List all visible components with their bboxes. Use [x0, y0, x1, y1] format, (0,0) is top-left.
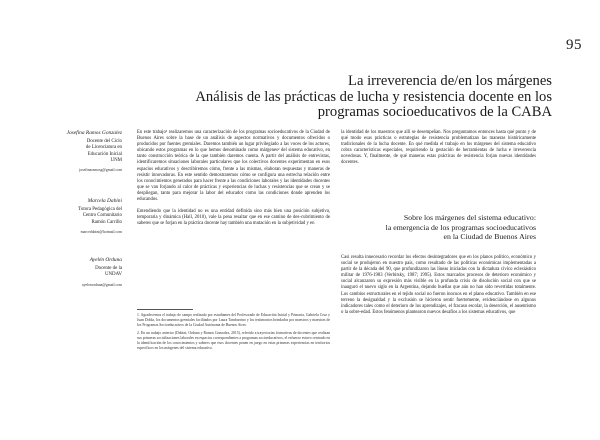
author-email[interactable]: josefinaramosg@gmail.com — [79, 168, 122, 173]
affiliation-line: UNDAV — [104, 272, 122, 278]
body-column-left — [137, 130, 330, 227]
affiliation-line: Tutora Pedagógica del — [78, 207, 122, 213]
affiliation-line: Educación Inicial — [87, 151, 122, 157]
affiliation-line: Centro Comunitario — [82, 213, 122, 219]
affiliation-line: de Licenciatura en — [85, 145, 122, 151]
heading-line: Sobre los márgenes del sistema educativo: — [403, 213, 536, 222]
author-affiliation — [0, 266, 122, 278]
author-block — [0, 257, 122, 288]
affiliation-line: Docente del Ciclo — [86, 139, 122, 145]
body-paragraph: Casi resulta innecesario recordar los efectos desintegradores que en los planos político, económico y social se produjeron en nuestro país, como resultado de las políticas económicas implementadas a partir de la década del 90, que profundizaron las líneas iniciadas con la dictadura cívico eclesiástico militar de 1976-1983 (Verbitsky, 1987; 1995). Estos marcados procesos de deterioro económico y social alcanzaron su expresión más visible en la profunda crisis de disolución social con que se inauguró el nuevo siglo en la Argentina, dejando huellas que aún no han sido revertidas totalmente. Los cambios estructurales en el tejido social no fueron inocuos en el plano educativo. También en ese terreno la desigualdad y la exclusión se hicieron sentir fuertemente, evidenciándose en algunos indicadores tales como el deterioro de los aprendizajes, el fracaso escolar, la deserción, el ausentismo o la sobre-edad. Estos fenómenos plantearon nuevos desafíos a los sistemas educativos, que — [341, 255, 536, 315]
title-line: La irreverencia de/en los márgenes — [348, 73, 552, 89]
author-email[interactable]: ayelenorduna@gmail.com — [81, 282, 122, 287]
heading-line: en la Ciudad de Buenos Aires — [443, 232, 536, 242]
heading-line: la emergencia de los programas socioeducativos — [385, 222, 536, 232]
body-column-right — [341, 130, 536, 167]
author-name: Ayelén Orduna — [89, 257, 122, 263]
author-name: Marcela Dabini — [87, 198, 122, 204]
page-number: 95 — [566, 37, 582, 53]
affiliation-line: Docente de la — [95, 266, 122, 272]
author-block — [0, 198, 122, 235]
title-line: Análisis de las prácticas de lucha y resistencia docente en los — [195, 88, 552, 105]
body-paragraph: En este trabajo¹ realizaremos una caracterización de los programas socioeducativos de la Ciudad de Buenos Aires sobre la base de un análisis de aspectos normativos y documentos ofrecidos o producidos por fuentes gremiales. Daremos también un lugar privilegiado a las voces de los actores, ubicando estos programas en lo que hemos denominado como márgenes² del sistema educativo, en tanto construcción teórica de la que también daremos cuenta. A partir del análisis de entrevistas, identificaremos situaciones laborales particulares que los colectivos docentes experimentan en esos espacios educativos y describiremos cómo, frente a las mismas, elaboran respuestas y maneras de resistir innovadoras. En este sentido demostraremos cómo se configura una estrecha relación entre los conocimientos generados para hacer frente a las condiciones laborales y las identidades docentes que se van forjando al calor de prácticas y experiencias de luchas y resistencias que se crean y se despliegan, tanto para mejorar la labor del educador como las condiciones donde aprenden los educandos. — [137, 130, 330, 203]
footnotes — [137, 313, 330, 354]
section-body — [341, 255, 536, 316]
affiliation-line: UNM — [110, 157, 122, 163]
body-paragraph: Entendiendo que la identidad no es una entidad definida sino más bien una posición subjetiva, temporaria y dinámica (Hall, 2010), vale la pena resaltar que en ese camino de des-cubrimiento de saberes que se forjan en la práctica docente hay también una mutación en la subjetividad y en — [137, 209, 330, 227]
author-email[interactable]: marcedabini@hotmail.com — [80, 229, 122, 234]
section-heading — [341, 213, 536, 242]
footnote-rule — [137, 309, 193, 310]
author-affiliation — [0, 207, 122, 226]
title-line: programas socioeducativos de la CABA — [317, 104, 552, 121]
affiliation-line: Ramón Carrillo — [91, 219, 122, 225]
footnote: 2. En un trabajo anterior (Dabini, Orduna y Ramos Gonzalez, 2015), referido a trayectorias formativas de docentes que realizan sus primeras socializaciones laborales en espacios correspondientes a programas socioeducativos, el esfuerzo estuvo centrado en la identificación de los conocimientos y saberes que esos docentes ponen en juego en estas primeras experiencias en territorios específicos en los márgenes del sistema educativo. — [137, 330, 330, 350]
author-block — [0, 130, 122, 173]
author-affiliation — [0, 139, 122, 164]
footnote: 1. Agradecemos el trabajo de campo realizado por estudiantes del Profesorado de Educación Inicial y Primaria, Gabriela Cruz y Juan Dobla, los documentos gremiales facilitados por Laura Tamburrino y los testimonios brindados por maestros y maestras de los Programas Socioeducativos de la Ciudad Autónoma de Buenos Aires. — [137, 313, 330, 327]
body-paragraph: la identidad de los maestros que allí se desempeñan. Nos preguntamos entonces hasta qué punto y de qué modo esas prácticas o estrategias de resistencia problematizan las maneras históricamente tradicionales de la lucha docente. En qué medida el trabajo en los márgenes del sistema educativo cobra características especiales, requiriendo la gestación de herramientas de lucha e irreverencia novedosas. Y, finalmente, de qué maneras estas prácticas de resistencia forjan nuevas identidades docentes. — [341, 130, 536, 166]
author-name: Josefina Ramos Gonzalez — [66, 130, 122, 136]
article-title — [82, 74, 552, 121]
